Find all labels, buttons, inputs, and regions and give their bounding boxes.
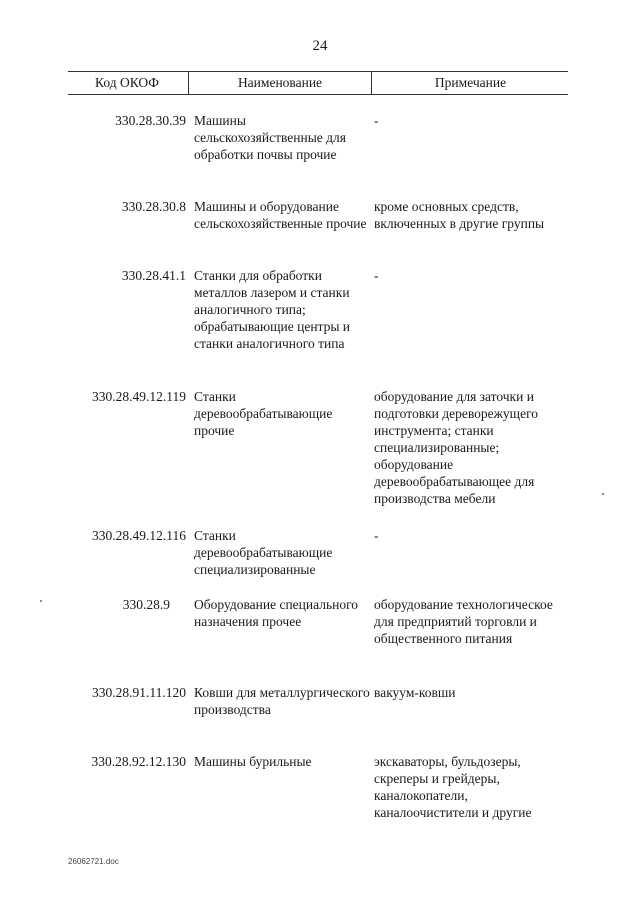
row-name: Станки для обработки металлов лазером и станки аналогичного типа; обрабатывающие центры и станки аналогичного типа	[194, 268, 351, 351]
page-number: 24	[312, 38, 328, 54]
header-name: Наименование	[188, 72, 372, 94]
row-name: Машины сельскохозяйственные для обработки почвы прочие	[194, 113, 346, 162]
row-code: 330.28.30.8	[121, 199, 186, 214]
row-note: кроме основных средств, включенных в другие группы	[374, 199, 545, 231]
scan-speck	[602, 493, 604, 495]
header-note: Примечание	[434, 75, 507, 90]
row-name: Машины и оборудование сельскохозяйственные прочие	[194, 199, 367, 231]
row-name: Станки деревообрабатывающие прочие	[194, 389, 333, 438]
row-note: вакуум-ковши	[374, 685, 456, 700]
row-code: 330.28.9	[122, 597, 170, 612]
row-name: Ковши для металлургического производства	[194, 685, 370, 717]
row-note: экскаваторы, бульдозеры, скреперы и грейдеры, каналокопатели, каналоочистители и другие	[374, 754, 532, 820]
row-note: -	[374, 528, 379, 543]
row-note: -	[374, 113, 379, 128]
table-header	[68, 71, 568, 95]
header-code: Код ОКОФ	[95, 75, 159, 90]
scan-speck	[40, 600, 42, 602]
row-code: 330.28.92.12.130	[91, 754, 186, 769]
row-code: 330.28.41.1	[121, 268, 186, 283]
row-code: 330.28.49.12.119	[92, 389, 186, 404]
footer-filename: 26062721.doc	[68, 857, 119, 866]
row-code: 330.28.91.11.120	[92, 685, 186, 700]
row-name: Машины бурильные	[194, 754, 312, 769]
row-note: оборудование для заточки и подготовки дереворежущего инструмента; станки специализированные; оборудование деревообрабатывающее для производства мебели	[374, 389, 539, 506]
row-name: Оборудование специального назначения прочее	[194, 597, 359, 629]
row-note: -	[374, 268, 379, 283]
row-code: 330.28.49.12.116	[92, 528, 186, 543]
row-name: Станки деревообрабатывающие специализированные	[194, 528, 333, 577]
row-note: оборудование технологическое для предприятий торговли и общественного питания	[374, 597, 553, 646]
row-code: 330.28.30.39	[115, 113, 186, 128]
